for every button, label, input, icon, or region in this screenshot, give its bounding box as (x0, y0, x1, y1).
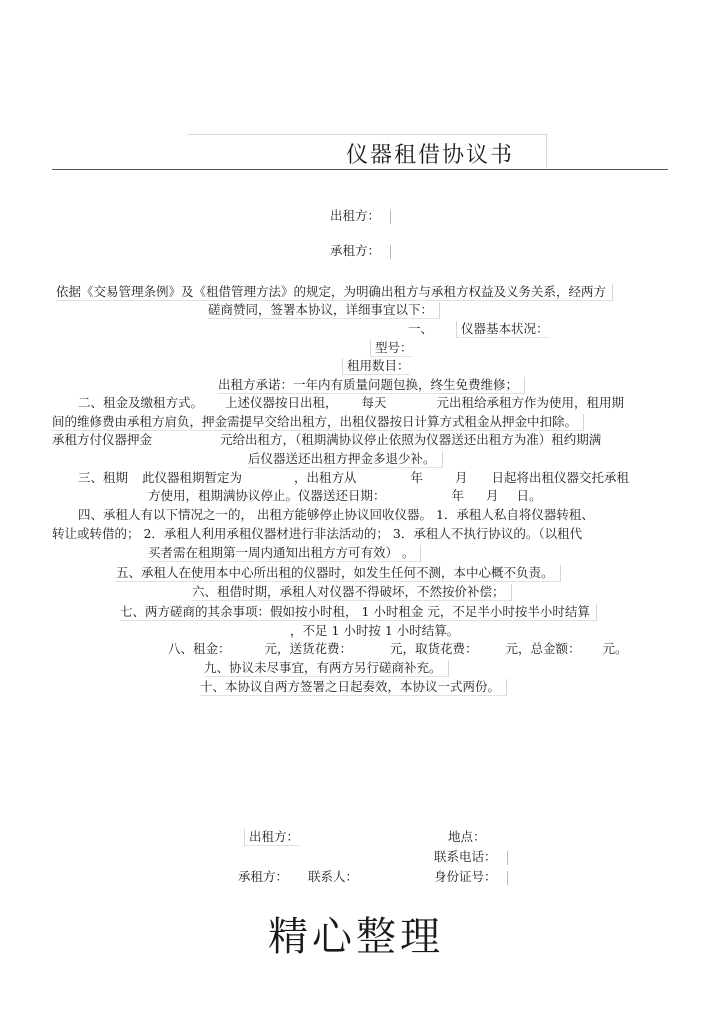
signature-phone: 联系电话： (434, 849, 508, 865)
section-2-line-2: 间的维修费由承租方肩负，押金需提早交给出租方，出租仪器按日计算方式租金从押金中扣除。 (52, 414, 584, 431)
section-3-line-1: 三、租期 此仪器租期暂定为 ，出租方从 年 月 日起将出租仪器交托承租 (78, 470, 630, 485)
model-label: 型号： (370, 340, 413, 357)
section-1-number: 一、 (408, 321, 434, 336)
section-9: 九、协议未尽事宜，有两方另行磋商补充。 (204, 660, 449, 677)
footer-heading: 精心整理 (268, 914, 444, 960)
section-5: 五、承租人在使用本中心所出租的仪器时，如发生任何不测，本中心概不负责。 (116, 565, 561, 582)
section-4-line-1: 四、承租人有以下情况之一的， 出租方能够停止协议回收仪器。 1．承租人私自将仪器转租、 (78, 507, 594, 522)
signature-location: 地点： (448, 829, 486, 844)
section-8: 八、租金： 元，送货花费： 元，取货花费： 元，总金额： 元。 (168, 641, 628, 656)
intro-line-2: 磋商赞同，签署本协议，详细事宜以下： (208, 302, 440, 319)
lessee-field-label: 承租方： (330, 243, 391, 259)
lessor-field-label: 出租方： (330, 208, 391, 224)
section-10: 十、本协议自两方签署之日起奏效，本协议一式两份。 (200, 679, 507, 696)
section-2-line-3: 承租方付仪器押金 元给出租方，（租期满协议停止依照为仪器送还出租方为准）租约期满 (52, 432, 602, 447)
title-divider (52, 169, 668, 170)
signature-lessor: 出租方： (244, 829, 299, 846)
section-1-title: 仪器基本状况： (456, 321, 549, 338)
section-7-line-1: 七、两方磋商的其余事项：假如按小时租， 1 小时租金 元，不足半小时按半小时结算 (120, 604, 597, 621)
lessor-promise: 出租方承诺：一年内有质量问题包换，终生免费维修； (218, 377, 525, 394)
section-4-line-2: 转让或转借的； 2．承租人利用承租仪器材进行非法活动的； 3．承租人不执行协议的。（以租代 (52, 526, 583, 541)
section-7-line-2: ，不足 1 小时按 1 小时结算。 (290, 623, 460, 638)
quantity-label: 租用数目： (342, 358, 410, 375)
section-2-line-4: 后仪器送还出租方押金多退少补。 (248, 451, 443, 468)
intro-line-1: 依据《交易管理条例》及《租借管理方法》的规定，为明确出租方与承租方权益及义务关系，经两方 (56, 284, 613, 301)
section-2-line-1: 二、租金及缴租方式。 上述仪器按日出租， 每天 元出租给承租方作为使用，租用期 (78, 395, 625, 410)
signature-lessee: 承租方： 联系人： (238, 869, 359, 884)
section-6: 六、租借时期，承租人对仪器不得破坏，不然按价补偿； (192, 584, 512, 601)
section-3-line-2: 方使用，租期满协议停止。仪器送还日期： 年 月 日。 (148, 488, 542, 503)
page-title: 仪器租借协议书 (346, 143, 515, 168)
section-4-line-3: 买者需在租期第一周内通知出租方方可有效） 。 (148, 545, 421, 562)
signature-id-number: 身份证号： (434, 869, 508, 885)
